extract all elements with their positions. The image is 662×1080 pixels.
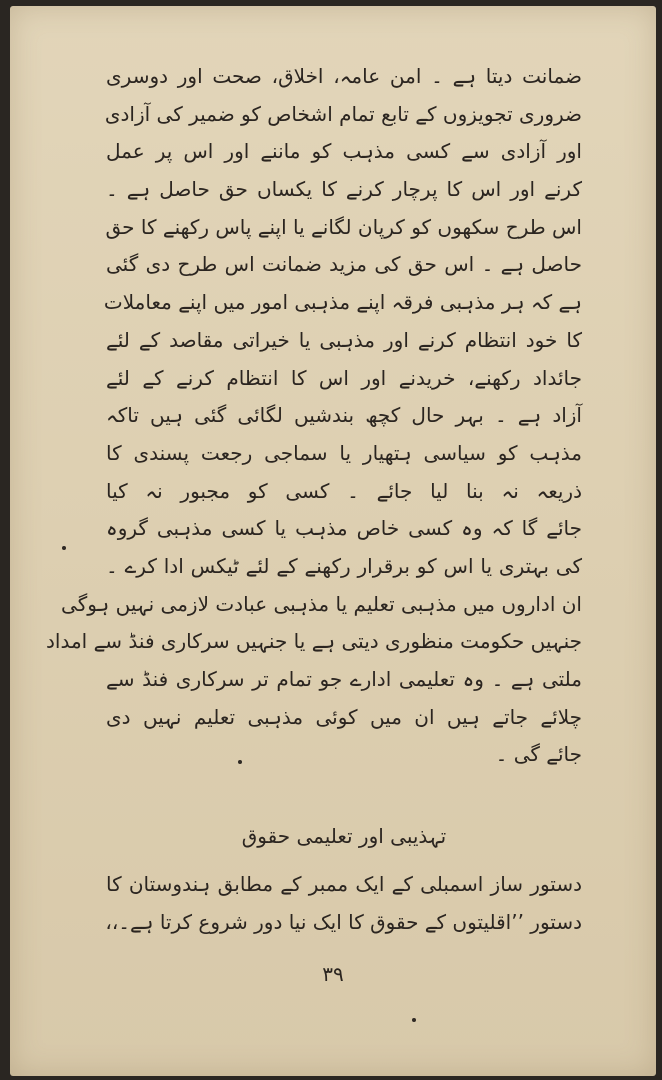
text-line: ضمانت دیتا ہے ۔ امن عامہ، اخلاق، صحت اور دوسری (106, 64, 582, 88)
text-line: مذہب کو سیاسی ہتھیار یا سماجی رجعت پسندی کا (106, 440, 582, 465)
text-line: اور آزادی سے کسی مذہب کو ماننے اور اس پر عمل (106, 139, 582, 164)
text-line: آزاد ہے ۔ بہر حال کچھ بندشیں لگائی گئی ہیں تاکہ (106, 403, 582, 428)
text-line: کرنے اور اس کا پرچار کرنے کا یکساں حق حاصل ہے ۔ (106, 177, 582, 202)
body-paragraph (45, 58, 582, 774)
text-line: ذریعہ نہ بنا لیا جائے ۔ کسی کو مجبور نہ کیا (106, 478, 582, 503)
section-heading: تہذیبی اور تعلیمی حقوق (241, 824, 447, 848)
text-line: ان اداروں میں مذہبی تعلیم یا مذہبی عبادت لازمی نہیں ہوگی (61, 591, 582, 616)
text-line: کا خود انتظام کرنے اور مذہبی یا خیراتی مقاصد کے لئے (106, 327, 582, 352)
ink-speck (238, 760, 242, 764)
text-line: چلائے جاتے ہیں ان میں کوئی مذہبی تعلیم نہیں دی (106, 704, 582, 729)
section-paragraph (106, 866, 582, 941)
text-line: ہے کہ ہر مذہبی فرقہ اپنے مذہبی امور میں اپنے معاملات (103, 290, 582, 315)
ink-speck (412, 1018, 416, 1022)
text-line: کی بہتری یا اس کو برقرار رکھنے کے لئے ٹیکس ادا کرے ۔ (106, 553, 582, 578)
ink-speck (62, 546, 66, 550)
book-page (10, 6, 656, 1076)
text-line: جنہیں حکومت منظوری دیتی ہے یا جنہیں سرکاری فنڈ سے امداد (45, 629, 582, 654)
text-line: دستور ’’اقلیتوں کے حقوق کا ایک نیا دور شروع کرتا ہے۔،، (105, 909, 582, 934)
text-line: ملتی ہے ۔ وہ تعلیمی ادارے جو تمام تر سرکاری فنڈ سے (106, 667, 582, 691)
text-line: جائے گا کہ وہ کسی خاص مذہب یا کسی مذہبی گروہ (106, 516, 582, 541)
page-number: ۳۹ (322, 962, 344, 986)
text-line: جائداد رکھنے، خریدنے اور اس کا انتظام کرنے کے لئے (106, 365, 582, 390)
text-line: اس طرح سکھوں کو کرپان لگانے یا اپنے پاس رکھنے کا حق (105, 214, 582, 239)
text-line: ضروری تجویزوں کے تابع تمام اشخاص کو ضمیر کی آزادی (104, 101, 582, 126)
text-line: جائے گی ۔ (495, 742, 582, 767)
text-line: حاصل ہے ۔ اس حق کی مزید ضمانت اس طرح دی گئی (106, 252, 582, 277)
text-line: دستور ساز اسمبلی کے ایک ممبر کے مطابق ہندوستان کا (106, 872, 582, 896)
